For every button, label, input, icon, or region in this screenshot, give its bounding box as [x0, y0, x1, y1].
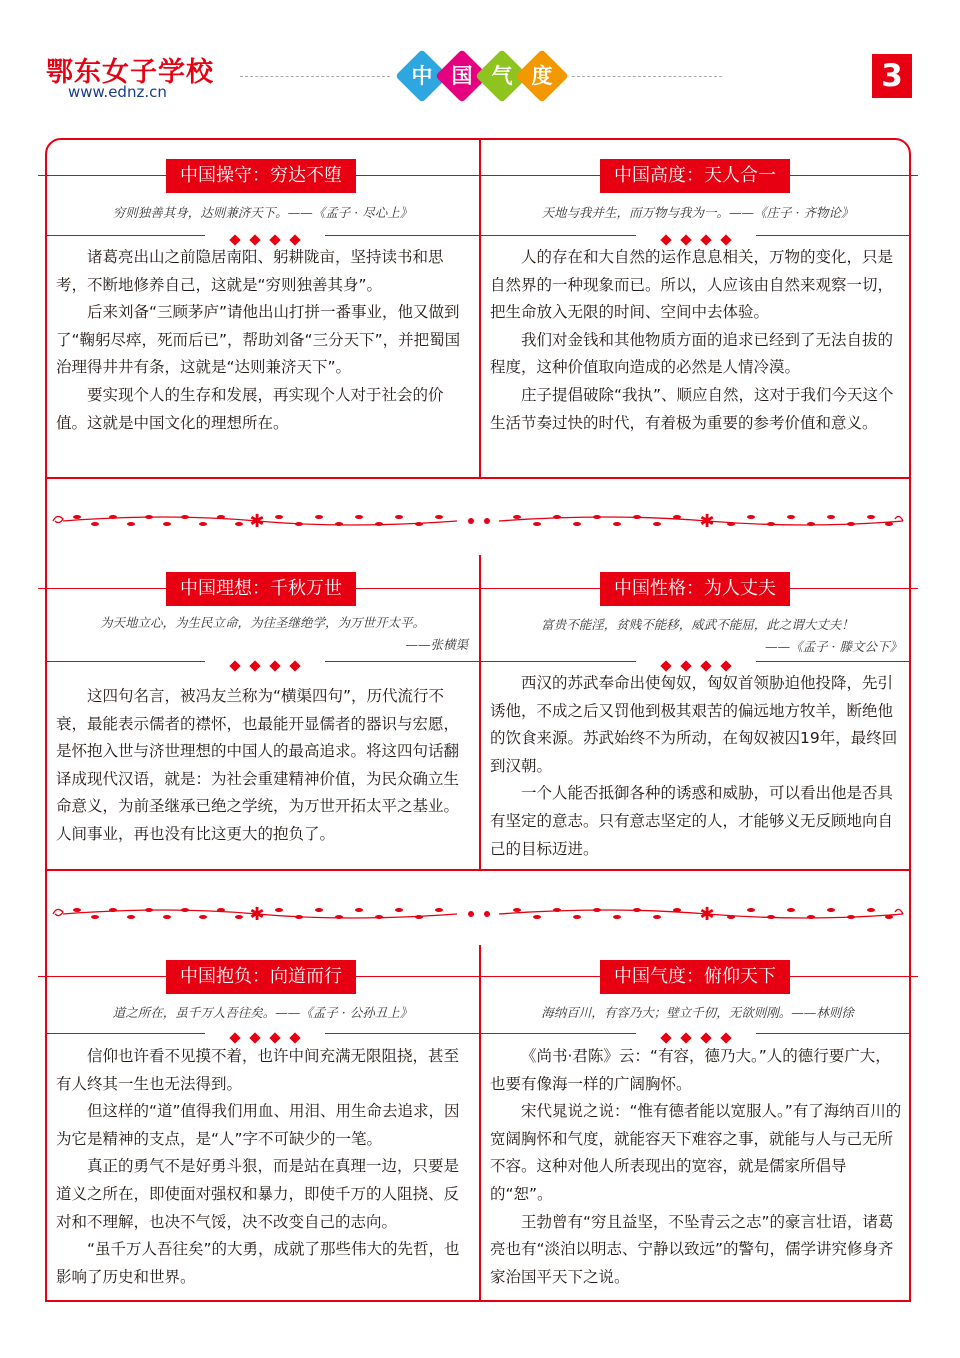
header-rule-right [572, 76, 722, 77]
column-divider [479, 945, 481, 1302]
section-divider-line [47, 235, 205, 236]
section-quote-source-4: ——《孟子 · 滕文公下》 [765, 639, 902, 654]
svg-text:✱: ✱ [699, 511, 715, 532]
section-quote-2: 天地与我并生，而万物与我为一。——《庄子 · 齐物论》 [541, 205, 854, 220]
school-url[interactable]: www.ednz.cn [68, 83, 167, 101]
row-rule [45, 869, 911, 871]
section-divider-line [325, 661, 479, 662]
section-title-1: 中国操守：穷达不堕 [166, 159, 356, 193]
section-title-3: 中国理想：千秋万世 [166, 572, 356, 606]
section-body-5: 信仰也许看不见摸不着，也许中间充满无限阻挠，甚至有人终其一生也无法得到。 但这样的“道”值得我们用血、用泪、用生命去追求，因为它是精神的支点，是“人”字不可缺少的一笔。 真正的勇气不是好勇斗狠，而是站在真理一边，只要是道义之所在，即使面对强权和暴力，即使千万的人阻挠、反对和不理解，也决不气馁，决不改变自己的志向。 “虽千万人吾往矣”的大勇，成就了那些伟大的先哲，也影响了历史和世界。 [56, 1047, 460, 1286]
section-divider-line [756, 1033, 911, 1034]
section-quote-5: 道之所在，虽千万人吾往矣。——《孟子 · 公孙丑上》 [112, 1005, 413, 1020]
section-body-3: 这四句名言，被冯友兰称为“横渠四句”，历代流行不衰，最能表示儒者的襟怀，也最能开显儒者的器识与宏愿，是怀抱入世与济世理想的中国人的最高追求。将这四句话翻译成现代汉语，就是：为社会重建精神价值，为民众确立生命意义，为前圣继承已绝之学统，为万世开拓太平之基业。人间事业，再也没有比这更大的抱负了。 [56, 687, 460, 843]
page-number: 3 [872, 54, 912, 98]
section-divider-line [756, 235, 911, 236]
section-divider-line [47, 1033, 205, 1034]
topic-badge-4: 度 [515, 49, 569, 103]
section-title-5: 中国抱负：向道而行 [166, 960, 356, 994]
vine-ornament [47, 902, 911, 926]
topic-badge-2: 国 [435, 49, 489, 103]
column-divider [479, 555, 481, 869]
section-quote-source-3: ——张横渠 [405, 637, 468, 652]
topic-badge-1: 中 [395, 49, 449, 103]
diamond-divider [636, 1027, 756, 1039]
svg-text:✱: ✱ [699, 904, 715, 925]
section-title-4: 中国性格：为人丈夫 [600, 572, 790, 606]
section-body-6: 《尚书·君陈》云：“有容，德乃大。”人的德行要广大，也要有像海一样的广阔胸怀。 宋代晁说之说：“惟有德者能以宽服人。”有了海纳百川的宽阔胸怀和气度，就能容天下难容之事，就能与人与己无所不容。这种对他人所表现出的宽容，就是儒家所倡导的“恕”。 王勃曾有“穷且益坚，不坠青云之志”的豪言壮语，诸葛亮也有“淡泊以明志、宁静以致远”的警句，儒学讲究修身齐家治国平天下之说。 [490, 1047, 902, 1286]
diamond-divider [205, 1027, 325, 1039]
section-body-1: 诸葛亮出山之前隐居南阳、躬耕陇亩，坚持读书和思考，不断地修养自己，这就是“穷则独善其身”。 后来刘备“三顾茅庐”请他出山打拼一番事业，他又做到了“鞠躬尽瘁，死而后已”，帮助刘备“三分天下”，并把蜀国治理得井井有条，这就是“达则兼济天下”。 要实现个人的生存和发展，再实现个人对于社会的价值。这就是中国文化的理想所在。 [56, 248, 461, 432]
section-divider-line [325, 1033, 479, 1034]
section-divider-line [756, 661, 911, 662]
column-divider [479, 140, 481, 477]
svg-text:✱: ✱ [249, 904, 265, 925]
section-title-6: 中国气度：俯仰天下 [600, 960, 790, 994]
section-quote-1: 穷则独善其身，达则兼济天下。——《孟子 · 尽心上》 [112, 205, 413, 220]
diamond-divider [636, 229, 756, 241]
section-divider-line [325, 235, 479, 236]
school-logo-name: 鄂东女子学校 [46, 57, 214, 88]
section-divider-line [481, 661, 636, 662]
section-title-2: 中国高度：天人合一 [600, 159, 790, 193]
section-divider-line [481, 1033, 636, 1034]
topic-badges [396, 50, 566, 102]
diamond-divider [205, 229, 325, 241]
section-body-2: 人的存在和大自然的运作息息相关，万物的变化，只是自然界的一种现象而已。所以，人应该由自然来观察一切，把生命放入无限的时间、空间中去体验。 我们对金钱和其他物质方面的追求已经到了无法自拔的程度，这种价值取向造成的必然是人情冷漠。 庄子提倡破除“我执”、顺应自然，这对于我们今天这个生活节奏过快的时代，有着极为重要的参考价值和意义。 [490, 248, 894, 432]
header-rule-left [240, 76, 390, 77]
section-quote-3: 为天地立心，为生民立命，为往圣继绝学，为万世开太平。 [99, 615, 425, 630]
section-divider-line [481, 235, 636, 236]
section-divider-line [47, 661, 205, 662]
row-rule [45, 477, 911, 479]
section-quote-4: 富贵不能淫，贫贱不能移，威武不能屈，此之谓大丈夫！ [541, 617, 854, 632]
vine-ornament [47, 509, 911, 533]
section-quote-6: 海纳百川，有容乃大；壁立千仞，无欲则刚。——林则徐 [541, 1005, 854, 1020]
diamond-divider [205, 655, 325, 667]
diamond-divider [636, 655, 756, 667]
topic-badge-3: 气 [475, 49, 529, 103]
section-body-4: 西汉的苏武奉命出使匈奴，匈奴首领胁迫他投降，先引诱他，不成之后又罚他到极其艰苦的偏远地方牧羊，断绝他的饮食来源。苏武始终不为所动，在匈奴被囚19年，最终回到汉朝。 一个人能否抵御各种的诱惑和威胁，可以看出他是否具有坚定的意志。只有意志坚定的人，才能够义无反顾地向自己的目标迈进。 [490, 674, 898, 858]
svg-text:✱: ✱ [249, 511, 265, 532]
